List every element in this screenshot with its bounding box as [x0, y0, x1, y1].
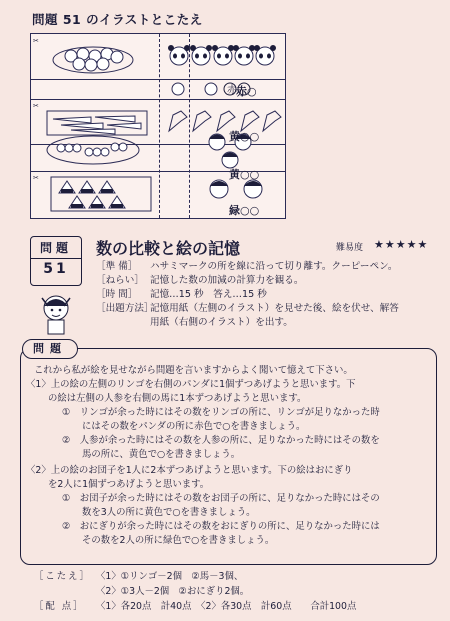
question-line: を2人に1個ずつあげようと思います。: [48, 479, 210, 490]
question-line: ② おにぎりが余った時にはその数をおにぎりの所に、足りなかった時には: [62, 521, 380, 532]
illustration-grid: [30, 33, 286, 219]
scissors-icon: ✂: [33, 174, 39, 182]
scissors-icon: ✂: [33, 102, 39, 110]
answers-line-1: ［こたえ］ 〈1〉①リンゴ－2個 ②馬－3個、: [34, 571, 244, 582]
info-line-aim: ［ねらい］ 記憶した数の加減の計算力を観る。: [96, 275, 304, 286]
difficulty-label: 難易度: [336, 243, 364, 253]
question-line: の絵は左側の人参を右側の馬に1本ずつあげようと思います。: [48, 393, 307, 404]
info-line-prep: ［準 備］ ハサミマークの所を線に沿って切り離す。クーピーペン。: [96, 261, 398, 272]
question-line: にはその数をパンダの所に赤色で○を書きましょう。: [82, 421, 306, 432]
answer-marker-3: 黄○○: [229, 168, 260, 181]
question-line: その数を2人の所に緑色で○を書きましょう。: [82, 535, 275, 546]
page-title: 問題 51 のイラストとこたえ: [32, 12, 203, 27]
question-line: 馬の所に、黄色で○を書きましょう。: [82, 449, 241, 460]
answer-marker-4: 緑○○: [229, 204, 260, 217]
apples-pandas-illustration: [31, 34, 285, 79]
illustration-row-apples: [31, 34, 285, 80]
question-line: これから私が絵を見せながら問題を言いますからよく聞いて憶えて下さい。: [34, 365, 353, 376]
scoring-line: ［配 点］ 〈1〉各20点 計40点 〈2〉各30点 計60点 合計100点: [34, 601, 357, 612]
question-line: 〈2〉上の絵のお団子を1人に2本ずつあげようと思います。下の絵はおにぎり: [26, 465, 353, 476]
question-line: 〈1〉上の絵の左側のリンゴを右側のパンダに1個ずつあげようと思います。下: [26, 379, 356, 390]
answer-marker-2: 黄○○: [229, 130, 260, 143]
badge-label: 問題: [39, 241, 72, 255]
info-line-method: ［出題方法］記憶用紙（左側のイラスト）を見せた後、絵を伏せ、解答: [96, 303, 399, 314]
question-heading: 問題: [22, 339, 78, 359]
answer-marker-1: 赤○: [236, 85, 257, 98]
info-line-time: ［時 間］ 記憶…15 秒 答え…15 秒: [96, 289, 267, 300]
question-line: 数を3人の所に黄色で○を書きましょう。: [82, 507, 256, 518]
question-line: ① リンゴが余った時にはその数をリンゴの所に、リンゴが足りなかった時: [62, 407, 380, 418]
answers-line-2: 〈2〉①3人－2個 ②おにぎり2個。: [96, 586, 250, 597]
difficulty-stars: ★★★★★: [374, 238, 429, 251]
question-line: ② 人参が余った時にはその数を人参の所に、足りなかった時にはその数を: [62, 435, 380, 446]
question-line: ① お団子が余った時にはその数をお団子の所に、足りなかった時にはその: [62, 493, 380, 504]
problem-number-badge: [30, 236, 82, 286]
info-line-method-cont: 用紙（右側のイラスト）を出す。: [150, 317, 293, 328]
svg-text:赤: 赤: [227, 85, 237, 96]
badge-number: 51: [31, 258, 81, 277]
scissors-icon: ✂: [33, 37, 39, 45]
problem-title: 数の比較と絵の記憶: [96, 239, 241, 258]
child-mascot-illustration: [34, 288, 78, 338]
